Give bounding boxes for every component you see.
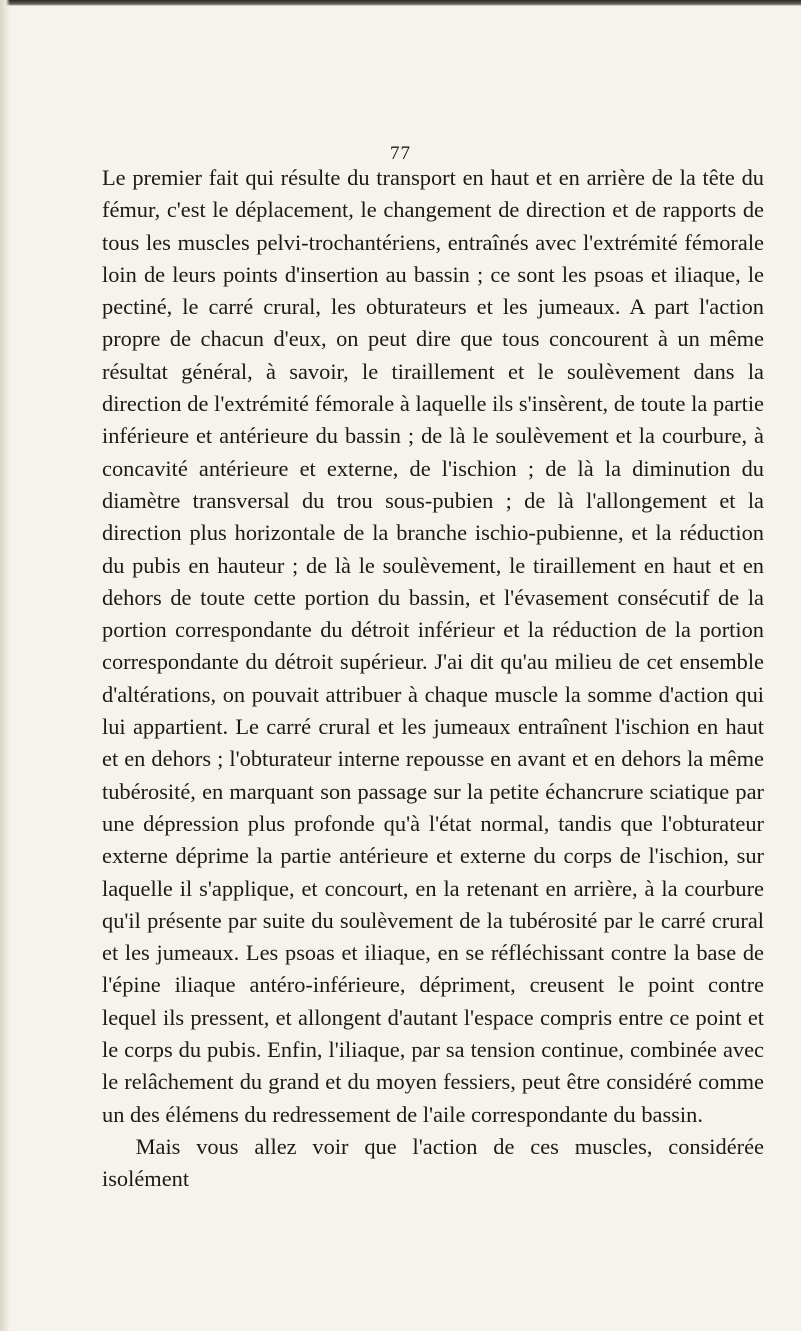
page-number: 77: [390, 143, 411, 164]
paragraph-1: Le premier fait qui résulte du transport en haut et en arrière de la tête du fémur, c'est le déplacement, le changement de direction et de rapports de tous les muscles pelvi-trochantériens, entraînés avec l'extrémité fémorale loin de leurs points d'insertion au bassin ; ce sont les psoas et iliaque, le pectiné, le carré crural, les obturateurs et les jumeaux. A part l'action propre de chacun d'eux, on peut dire que tous concourent à un même résultat général, à savoir, le tiraillement et le soulèvement dans la direction de l'extrémité fémorale à laquelle ils s'insèrent, de toute la partie inférieure et antérieure du bassin ; de là le soulèvement et la courbure, à concavité antérieure et externe, de l'ischion ; de là la diminution du diamètre transversal du trou sous-pubien ; de là l'allongement et la direction plus horizontale de la branche ischio-pubienne, et la réduction du pubis en hauteur ; de là le soulèvement, le tiraillement en haut et en dehors de toute cette portion du bassin, et l'évasement consécutif de la portion correspondante du détroit inférieur et la réduction de la portion correspondante du détroit supérieur. J'ai dit qu'au milieu de cet ensemble d'altérations, on pouvait attribuer à chaque muscle la somme d'action qui lui appartient. Le carré crural et les jumeaux entraînent l'ischion en haut et en dehors ; l'obturateur interne repousse en avant et en dehors la même tubérosité, en marquant son passage sur la petite échancrure sciatique par une dépression plus profonde qu'à l'état normal, tandis que l'obturateur externe déprime la partie antérieure et externe du corps de l'ischion, sur laquelle il s'applique, et concourt, en la retenant en arrière, à la courbure qu'il présente par suite du soulèvement de la tubérosité par le carré crural et les jumeaux. Les psoas et iliaque, en se réfléchissant contre la base de l'épine iliaque antéro-inférieure, dépriment, creusent le point contre lequel ils pressent, et allongent d'autant l'espace compris entre ce point et le corps du pubis. Enfin, l'iliaque, par sa tension continue, combinée avec le relâchement du grand et du moyen fessiers, peut être considéré comme un des élémens du redressement de l'aile correspondante du bassin.: [102, 165, 764, 1127]
paragraph-2: Mais vous allez voir que l'action de ces muscles, considérée isolément: [102, 1133, 764, 1192]
page-left-edge: [0, 0, 10, 1331]
body-text: [102, 162, 764, 1196]
page-top-edge: [0, 0, 801, 6]
